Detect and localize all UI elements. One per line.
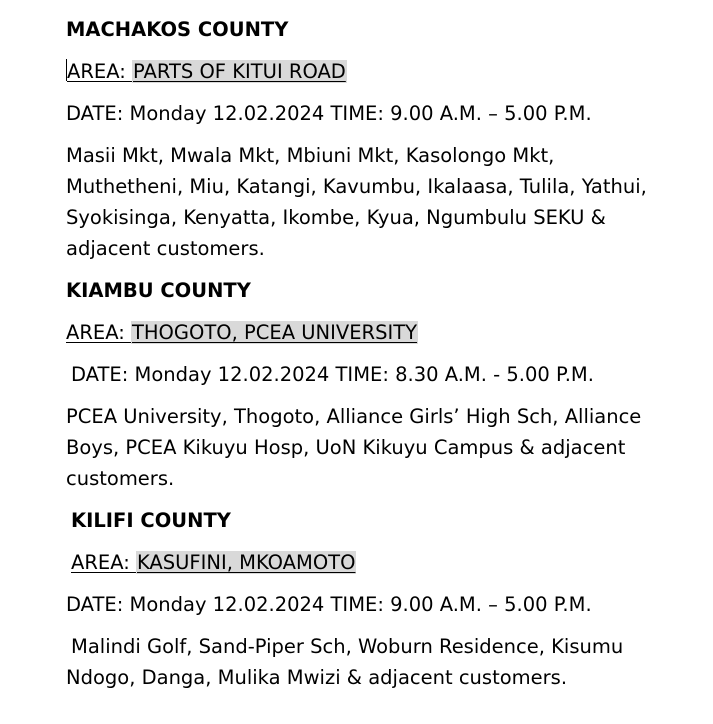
- date-time-line-kiambu: DATE: Monday 12.02.2024 TIME: 8.30 A.M. - 5.00 P.M.: [71, 363, 594, 386]
- locations-line: Masii Mkt, Mwala Mkt, Mbiuni Mkt, Kasolongo Mkt,: [66, 144, 555, 167]
- locations-line: customers.: [66, 467, 175, 490]
- date-time-line-machakos: DATE: Monday 12.02.2024 TIME: 9.00 A.M. – 5.00 P.M.: [66, 102, 592, 125]
- county-heading-kilifi: KILIFI COUNTY: [71, 509, 231, 532]
- locations-paragraph-kiambu: [66, 401, 696, 494]
- county-heading-machakos: MACHAKOS COUNTY: [66, 18, 289, 41]
- area-label: AREA:: [71, 551, 136, 574]
- locations-line: Malindi Golf, Sand-Piper Sch, Woburn Residence, Kisumu: [71, 635, 624, 658]
- locations-line: adjacent customers.: [66, 237, 265, 260]
- locations-line: PCEA University, Thogoto, Alliance Girls’ High Sch, Alliance: [66, 405, 642, 428]
- area-line-kiambu: [66, 317, 696, 348]
- date-time-line-kilifi: DATE: Monday 12.02.2024 TIME: 9.00 A.M. – 5.00 P.M.: [66, 593, 592, 616]
- locations-line: Syokisinga, Kenyatta, Ikombe, Kyua, Ngumbulu SEKU &: [66, 206, 606, 229]
- locations-paragraph-kilifi: [66, 631, 696, 693]
- area-value-highlighted: PARTS OF KITUI ROAD: [132, 60, 346, 83]
- locations-line: Muthetheni, Miu, Katangi, Kavumbu, Ikalaasa, Tulila, Yathui,: [66, 175, 647, 198]
- area-value-highlighted: THOGOTO, PCEA UNIVERSITY: [131, 321, 418, 344]
- document-body: [66, 14, 696, 704]
- locations-paragraph-machakos: [66, 140, 696, 264]
- locations-line: Ndogo, Danga, Mulika Mwizi & adjacent customers.: [66, 666, 568, 689]
- area-line-kilifi: [66, 547, 696, 578]
- area-line-machakos: [66, 56, 696, 87]
- area-value-highlighted: KASUFINI, MKOAMOTO: [136, 551, 356, 574]
- locations-line: Boys, PCEA Kikuyu Hosp, UoN Kikuyu Campus & adjacent: [66, 436, 626, 459]
- area-label: AREA:: [67, 60, 132, 83]
- county-heading-kiambu: KIAMBU COUNTY: [66, 279, 251, 302]
- area-label: AREA:: [66, 321, 131, 344]
